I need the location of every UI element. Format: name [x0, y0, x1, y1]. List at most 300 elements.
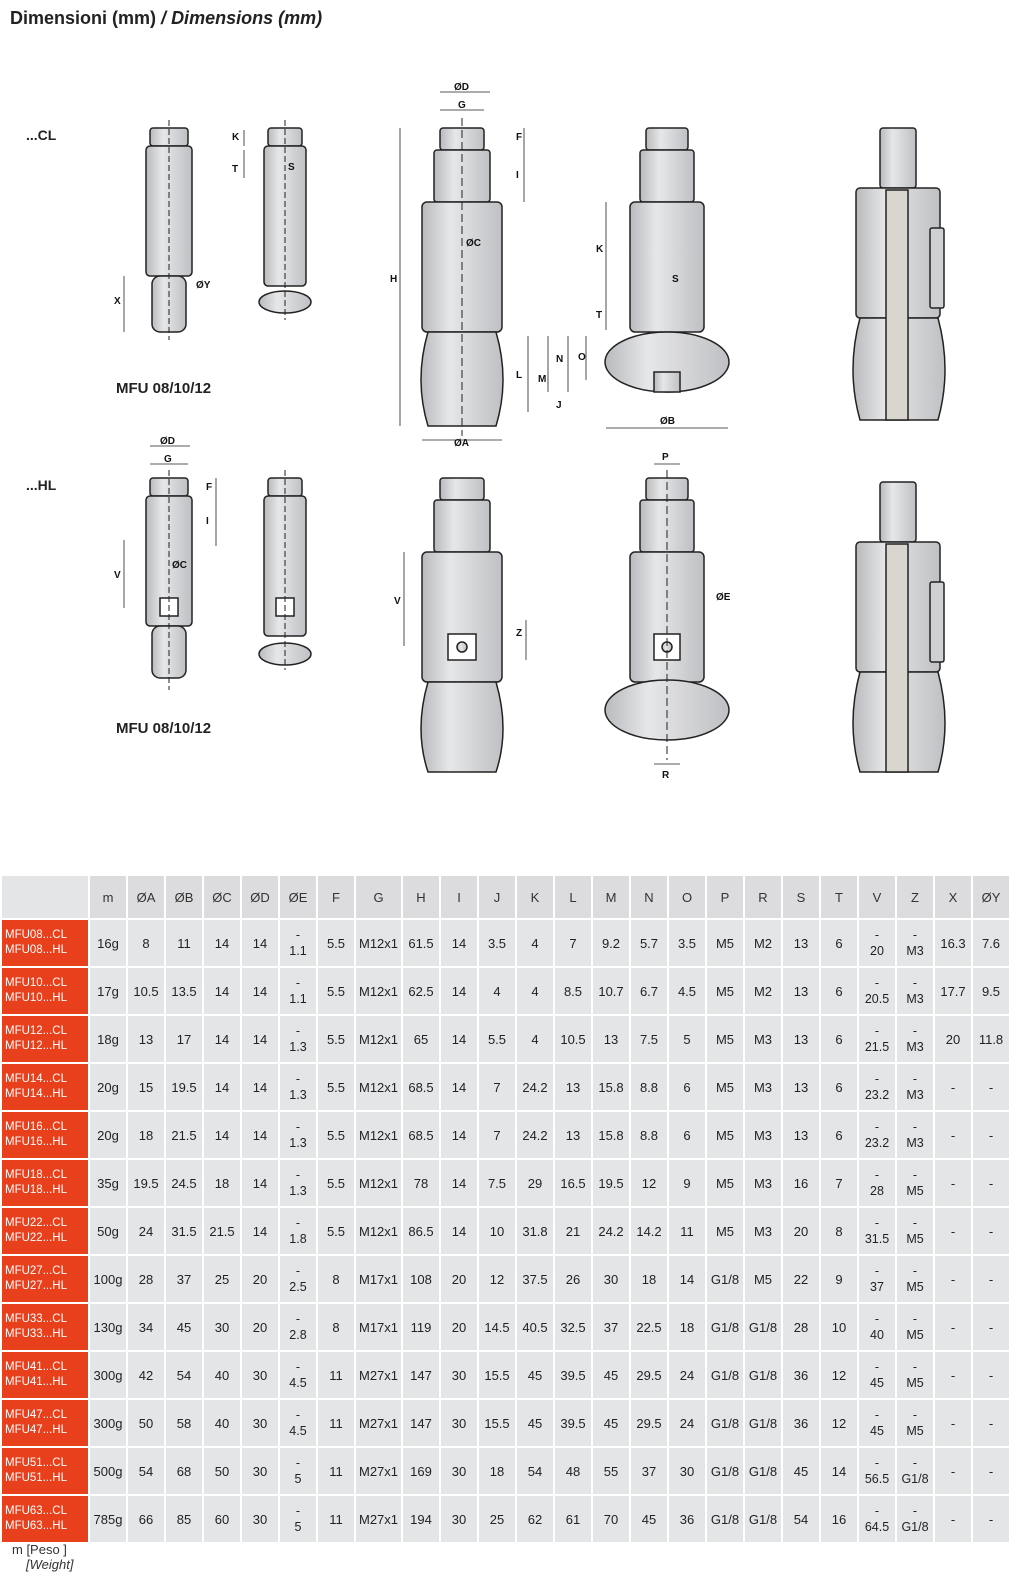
cell-dash: - [912, 1408, 918, 1422]
cell-c: 14 [204, 1112, 240, 1158]
footnote-weight: [Weight] [26, 1557, 74, 1572]
cell-l: 61 [555, 1496, 591, 1542]
dim-m-big: M [538, 374, 547, 385]
cell-a: 66 [128, 1496, 164, 1542]
cell-l: 13 [555, 1064, 591, 1110]
model-hl-label: MFU16...HL [5, 1136, 67, 1148]
cell-dash: - [912, 928, 918, 942]
cell-dash: - [295, 1312, 301, 1326]
model-cell [2, 1112, 88, 1158]
cell-f: 5.5 [318, 1208, 354, 1254]
cell-dash: - [874, 1072, 880, 1086]
cell-a: 19.5 [128, 1160, 164, 1206]
model-hl-label: MFU33...HL [5, 1328, 67, 1340]
cell-v [859, 1448, 895, 1494]
technical-drawings [0, 60, 1022, 800]
cell-c: 14 [204, 968, 240, 1014]
cell-k: 40.5 [517, 1304, 553, 1350]
cell-d: 14 [242, 1208, 278, 1254]
cell-h: 119 [403, 1304, 439, 1350]
cell-t: 14 [821, 1448, 857, 1494]
dim-y-small: ØY [196, 280, 211, 291]
cell-dash: - [295, 1456, 301, 1470]
cell-k: 4 [517, 1016, 553, 1062]
cell-value: M5 [906, 1328, 924, 1342]
cell-o: 18 [669, 1304, 705, 1350]
cell-n: 5.7 [631, 920, 667, 966]
table-row [2, 1208, 1009, 1254]
cell-n: 22.5 [631, 1304, 667, 1350]
cell-m: 100g [90, 1256, 126, 1302]
cell-o: 36 [669, 1496, 705, 1542]
col-y: ØY [973, 876, 1009, 918]
cell-t: 7 [821, 1160, 857, 1206]
title-separator: / [161, 8, 167, 28]
model-hl-label: MFU51...HL [5, 1472, 67, 1484]
cell-c: 25 [204, 1256, 240, 1302]
cell-d: 14 [242, 1160, 278, 1206]
model-hl-label: MFU18...HL [5, 1184, 67, 1196]
cell-t: 16 [821, 1496, 857, 1542]
cell-g: M27x1 [356, 1496, 401, 1542]
cell-c: 14 [204, 1064, 240, 1110]
dim-v-small: V [114, 570, 121, 581]
cell-z [897, 1496, 933, 1542]
cell-b: 24.5 [166, 1160, 202, 1206]
cell-l: 16.5 [555, 1160, 591, 1206]
cell-m: 17g [90, 968, 126, 1014]
cell-m: 9.2 [593, 920, 629, 966]
cell-value: 45 [870, 1376, 884, 1390]
page-title [10, 8, 322, 29]
cl-label: ...CL [26, 127, 57, 143]
table-row [2, 1256, 1009, 1302]
cell-m: 18g [90, 1016, 126, 1062]
cell-l: 10.5 [555, 1016, 591, 1062]
cell-dash: - [295, 1504, 301, 1518]
cell-x: - [935, 1208, 971, 1254]
cell-f: 5.5 [318, 1064, 354, 1110]
cell-value: 56.5 [864, 1472, 890, 1486]
col-o: O [669, 876, 705, 918]
cell-dash: - [874, 1216, 880, 1230]
cell-g: M17x1 [356, 1304, 401, 1350]
cell-r: G1/8 [745, 1448, 781, 1494]
cell-i: 14 [441, 1112, 477, 1158]
cell-dash: - [874, 976, 880, 990]
cell-y: 11.8 [973, 1016, 1009, 1062]
cell-t: 12 [821, 1352, 857, 1398]
dim-f-big: F [516, 132, 523, 143]
cell-k: 45 [517, 1352, 553, 1398]
cell-j: 25 [479, 1496, 515, 1542]
cell-m: 20g [90, 1112, 126, 1158]
cell-n: 12 [631, 1160, 667, 1206]
cell-v [859, 920, 895, 966]
cell-j: 15.5 [479, 1352, 515, 1398]
dim-n-big: N [556, 354, 564, 365]
model-hl-label: MFU14...HL [5, 1088, 67, 1100]
cell-dash: - [295, 1264, 301, 1278]
cell-dash: - [295, 1216, 301, 1230]
cell-e [280, 1448, 316, 1494]
cell-dash: - [874, 1360, 880, 1374]
small-hl-side-drawing [146, 470, 192, 690]
col-b: ØB [166, 876, 202, 918]
cell-y: 7.6 [973, 920, 1009, 966]
cell-value: M3 [906, 944, 924, 958]
cell-a: 42 [128, 1352, 164, 1398]
cell-y: - [973, 1496, 1009, 1542]
cell-v [859, 1208, 895, 1254]
col-r: R [745, 876, 781, 918]
cell-p: M5 [707, 1016, 743, 1062]
cell-value: 5 [294, 1472, 302, 1486]
cell-dash: - [295, 1360, 301, 1374]
cell-y: - [973, 1400, 1009, 1446]
cell-t: 8 [821, 1208, 857, 1254]
cell-value: 1.1 [289, 992, 307, 1006]
cell-value: M3 [906, 1136, 924, 1150]
cell-s: 22 [783, 1256, 819, 1302]
cell-y: - [973, 1352, 1009, 1398]
cell-dash: - [874, 1264, 880, 1278]
cell-g: M12x1 [356, 1064, 401, 1110]
cell-s: 13 [783, 1112, 819, 1158]
cell-x: - [935, 1352, 971, 1398]
cell-l: 21 [555, 1208, 591, 1254]
cell-e [280, 1208, 316, 1254]
cell-m: 130g [90, 1304, 126, 1350]
dim-a-big: ØA [454, 438, 469, 449]
dim-f-small: F [206, 482, 213, 493]
cell-e [280, 1400, 316, 1446]
cell-z [897, 1112, 933, 1158]
col-e: ØE [280, 876, 316, 918]
cell-m: 70 [593, 1496, 629, 1542]
cell-x: 17.7 [935, 968, 971, 1014]
model-cell [2, 1352, 88, 1398]
col-s: S [783, 876, 819, 918]
cell-c: 60 [204, 1496, 240, 1542]
cell-p: M5 [707, 1160, 743, 1206]
cell-i: 20 [441, 1304, 477, 1350]
cell-m: 45 [593, 1352, 629, 1398]
cell-f: 5.5 [318, 968, 354, 1014]
dim-c-big: ØC [466, 238, 481, 249]
cell-s: 13 [783, 1064, 819, 1110]
cell-r: M3 [745, 1016, 781, 1062]
model-hl-label: MFU41...HL [5, 1376, 67, 1388]
cell-e [280, 968, 316, 1014]
cell-j: 15.5 [479, 1400, 515, 1446]
cell-value: M5 [906, 1232, 924, 1246]
table-header [2, 876, 1009, 918]
cell-f: 5.5 [318, 1112, 354, 1158]
cell-c: 30 [204, 1304, 240, 1350]
cell-h: 169 [403, 1448, 439, 1494]
cell-o: 3.5 [669, 920, 705, 966]
dim-d-big: ØD [454, 82, 469, 93]
col-f: F [318, 876, 354, 918]
cell-value: 21.5 [864, 1040, 890, 1054]
table-row [2, 1304, 1009, 1350]
cell-s: 20 [783, 1208, 819, 1254]
cell-n: 37 [631, 1448, 667, 1494]
cell-dash: - [295, 928, 301, 942]
cell-s: 13 [783, 968, 819, 1014]
cell-value: 20 [870, 944, 884, 958]
cell-x: - [935, 1064, 971, 1110]
cell-h: 68.5 [403, 1064, 439, 1110]
cell-e [280, 1112, 316, 1158]
cell-l: 32.5 [555, 1304, 591, 1350]
cell-dash: - [912, 1168, 918, 1182]
cell-r: G1/8 [745, 1400, 781, 1446]
cell-n: 18 [631, 1256, 667, 1302]
col-d: ØD [242, 876, 278, 918]
dim-p-big: P [662, 452, 669, 463]
cell-c: 14 [204, 1016, 240, 1062]
cell-o: 6 [669, 1112, 705, 1158]
table-row [2, 1496, 1009, 1542]
cell-v [859, 1256, 895, 1302]
cell-o: 24 [669, 1352, 705, 1398]
cell-m: 37 [593, 1304, 629, 1350]
cl-cutaway-drawing [853, 128, 945, 420]
cell-r: M3 [745, 1160, 781, 1206]
cell-t: 6 [821, 1016, 857, 1062]
cell-t: 6 [821, 968, 857, 1014]
table-row [2, 1016, 1009, 1062]
cell-y: - [973, 1160, 1009, 1206]
cell-value: 5 [294, 1520, 302, 1534]
cell-z [897, 1160, 933, 1206]
cell-g: M12x1 [356, 1160, 401, 1206]
cell-m: 30 [593, 1256, 629, 1302]
cell-o: 24 [669, 1400, 705, 1446]
cell-value: M3 [906, 1088, 924, 1102]
cell-m: 15.8 [593, 1064, 629, 1110]
cell-l: 13 [555, 1112, 591, 1158]
cell-g: M17x1 [356, 1256, 401, 1302]
cell-p: M5 [707, 1208, 743, 1254]
cell-v [859, 1064, 895, 1110]
cell-k: 37.5 [517, 1256, 553, 1302]
dim-o-big: O [578, 352, 586, 363]
dim-t-small: T [232, 164, 239, 175]
cell-dash: - [295, 1168, 301, 1182]
cell-dash: - [874, 928, 880, 942]
col-l: L [555, 876, 591, 918]
cell-t: 6 [821, 920, 857, 966]
cell-t: 12 [821, 1400, 857, 1446]
col-i: I [441, 876, 477, 918]
cell-s: 36 [783, 1352, 819, 1398]
cell-z [897, 968, 933, 1014]
cell-value: 40 [870, 1328, 884, 1342]
cell-h: 78 [403, 1160, 439, 1206]
cell-r: M3 [745, 1208, 781, 1254]
cell-r: G1/8 [745, 1496, 781, 1542]
cell-e [280, 1160, 316, 1206]
cell-f: 11 [318, 1400, 354, 1446]
cell-v [859, 1352, 895, 1398]
table-row [2, 920, 1009, 966]
cell-r: G1/8 [745, 1304, 781, 1350]
cell-v [859, 1304, 895, 1350]
cell-f: 5.5 [318, 920, 354, 966]
big-cl-side-drawing [421, 118, 503, 436]
cell-b: 37 [166, 1256, 202, 1302]
cell-value: M3 [906, 992, 924, 1006]
small-cl-front-drawing [259, 120, 311, 320]
cell-j: 7 [479, 1112, 515, 1158]
cell-value: M5 [906, 1184, 924, 1198]
cell-x: - [935, 1112, 971, 1158]
model-cell [2, 968, 88, 1014]
cell-dash: - [912, 1264, 918, 1278]
cell-m: 24.2 [593, 1208, 629, 1254]
cell-l: 26 [555, 1256, 591, 1302]
col-h: H [403, 876, 439, 918]
cell-g: M27x1 [356, 1400, 401, 1446]
cell-value: 4.5 [289, 1376, 307, 1390]
cell-p: M5 [707, 1112, 743, 1158]
model-cell [2, 1304, 88, 1350]
cell-p: G1/8 [707, 1496, 743, 1542]
cell-k: 24.2 [517, 1064, 553, 1110]
cell-value: 1.3 [289, 1136, 307, 1150]
cell-d: 30 [242, 1352, 278, 1398]
cell-o: 4.5 [669, 968, 705, 1014]
header-corner [2, 876, 88, 918]
model-hl-label: MFU10...HL [5, 992, 67, 1004]
cell-n: 8.8 [631, 1112, 667, 1158]
dim-i-big: I [516, 170, 519, 181]
cell-dash: - [912, 1456, 918, 1470]
cell-value: G1/8 [901, 1472, 929, 1486]
cell-value: M5 [906, 1280, 924, 1294]
model-cl-label: MFU63...CL [5, 1505, 67, 1517]
col-j: J [479, 876, 515, 918]
cell-t: 9 [821, 1256, 857, 1302]
cell-d: 20 [242, 1256, 278, 1302]
cell-i: 30 [441, 1400, 477, 1446]
cell-z [897, 1400, 933, 1446]
cell-a: 24 [128, 1208, 164, 1254]
table-row [2, 1448, 1009, 1494]
cell-m: 300g [90, 1352, 126, 1398]
dimensions-table [0, 874, 1011, 1544]
cell-t: 6 [821, 1064, 857, 1110]
cell-d: 14 [242, 920, 278, 966]
cell-o: 14 [669, 1256, 705, 1302]
cell-r: M2 [745, 968, 781, 1014]
dim-e-big: ØE [716, 592, 731, 603]
cell-dash: - [874, 1312, 880, 1326]
model-cl-label: MFU51...CL [5, 1457, 67, 1469]
model-cl-label: MFU18...CL [5, 1169, 67, 1181]
cell-i: 20 [441, 1256, 477, 1302]
dim-k-big: K [596, 244, 604, 255]
col-n: N [631, 876, 667, 918]
dim-s-small: S [288, 162, 295, 173]
dim-i-small: I [206, 516, 209, 527]
cell-a: 13 [128, 1016, 164, 1062]
cell-dash: - [912, 976, 918, 990]
cell-n: 29.5 [631, 1352, 667, 1398]
cell-r: G1/8 [745, 1352, 781, 1398]
cell-m: 13 [593, 1016, 629, 1062]
cell-j: 7 [479, 1064, 515, 1110]
cell-dash: - [912, 1072, 918, 1086]
cell-value: 4.5 [289, 1424, 307, 1438]
cell-f: 11 [318, 1352, 354, 1398]
cell-s: 28 [783, 1304, 819, 1350]
cell-z [897, 1064, 933, 1110]
cell-dash: - [295, 1408, 301, 1422]
cell-value: 2.8 [289, 1328, 307, 1342]
cell-value: 1.3 [289, 1184, 307, 1198]
cell-s: 45 [783, 1448, 819, 1494]
cell-d: 20 [242, 1304, 278, 1350]
cell-p: G1/8 [707, 1352, 743, 1398]
dim-d-small: ØD [160, 436, 175, 447]
cell-j: 10 [479, 1208, 515, 1254]
cell-p: G1/8 [707, 1448, 743, 1494]
cell-n: 45 [631, 1496, 667, 1542]
cell-o: 11 [669, 1208, 705, 1254]
cell-a: 54 [128, 1448, 164, 1494]
model-hl-label: MFU27...HL [5, 1280, 67, 1292]
cell-m: 10.7 [593, 968, 629, 1014]
cell-value: 23.2 [864, 1088, 890, 1102]
cell-a: 50 [128, 1400, 164, 1446]
cell-i: 14 [441, 1160, 477, 1206]
col-k: K [517, 876, 553, 918]
table-row [2, 1352, 1009, 1398]
dim-b-big: ØB [660, 416, 675, 427]
cell-i: 14 [441, 1064, 477, 1110]
model-cl-label: MFU08...CL [5, 929, 67, 941]
drawings-svg [0, 60, 1022, 800]
cell-value: M3 [906, 1040, 924, 1054]
model-label-bottom: MFU 08/10/12 [116, 720, 212, 737]
cell-m: 785g [90, 1496, 126, 1542]
title-italian: Dimensioni (mm) [10, 8, 157, 28]
dim-c-small: ØC [172, 560, 187, 571]
dim-v-big: V [394, 596, 401, 607]
cell-z [897, 1352, 933, 1398]
cell-h: 147 [403, 1400, 439, 1446]
col-p: P [707, 876, 743, 918]
model-cl-label: MFU41...CL [5, 1361, 67, 1373]
cell-k: 29 [517, 1160, 553, 1206]
col-x: X [935, 876, 971, 918]
cell-h: 61.5 [403, 920, 439, 966]
cell-dash: - [295, 1072, 301, 1086]
cell-value: 37 [870, 1280, 884, 1294]
dim-h-big: H [390, 274, 398, 285]
cell-x: - [935, 1448, 971, 1494]
cell-l: 39.5 [555, 1352, 591, 1398]
cell-x: - [935, 1256, 971, 1302]
cell-r: M3 [745, 1064, 781, 1110]
cell-e [280, 1304, 316, 1350]
cell-dash: - [912, 1504, 918, 1518]
cell-x: - [935, 1400, 971, 1446]
